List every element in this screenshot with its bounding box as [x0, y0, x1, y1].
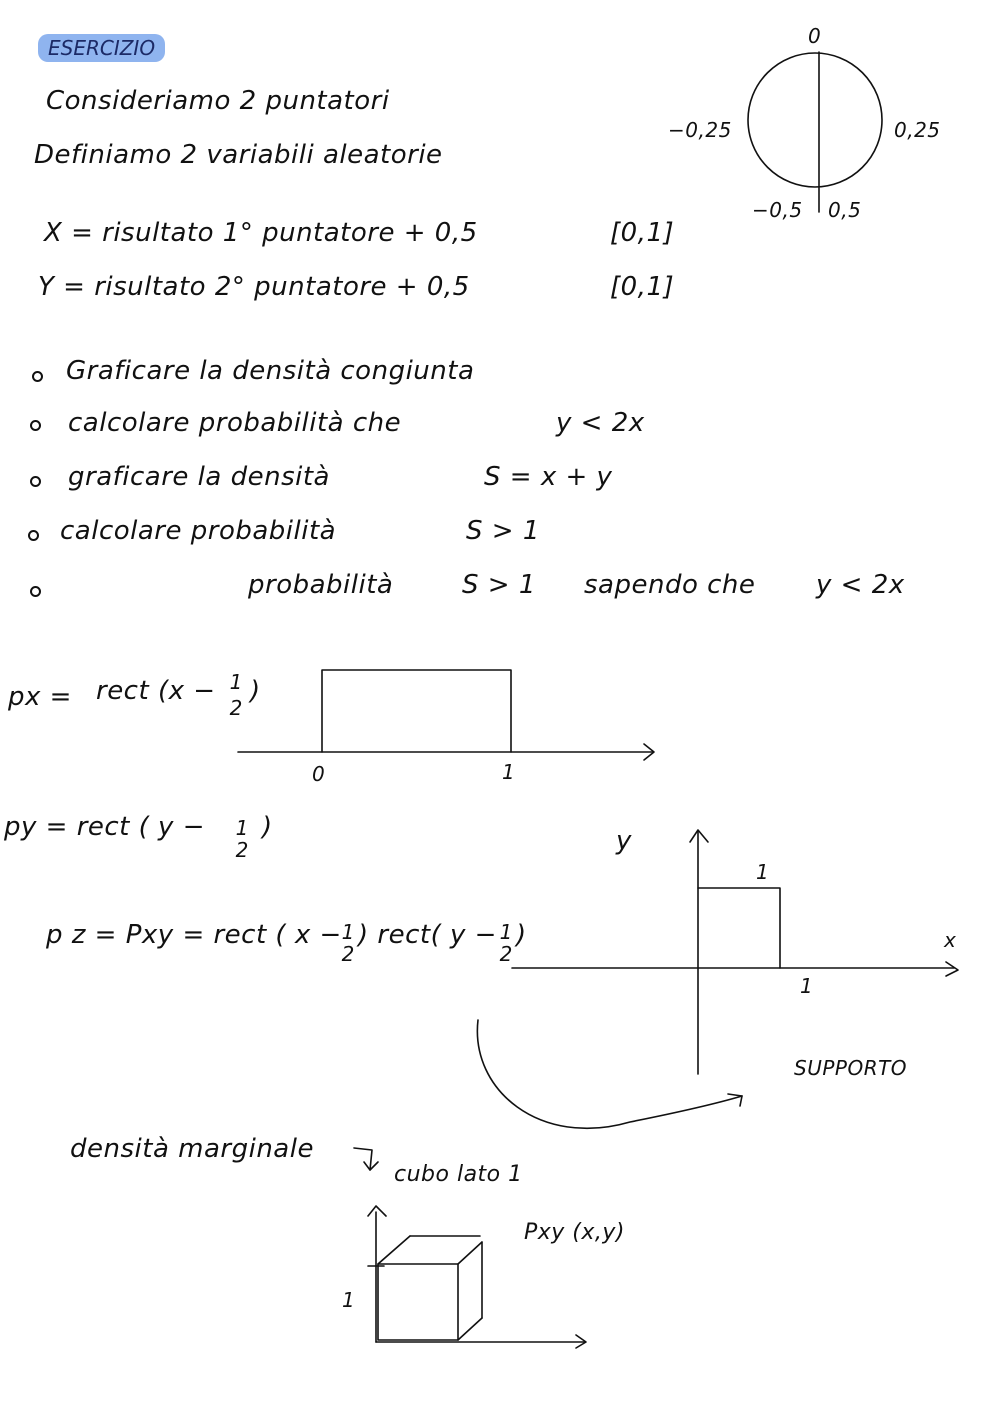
x-definition: X = risultato 1° puntatore + 0,5 — [44, 218, 478, 248]
dial-circle — [748, 53, 882, 187]
pz-frac-2-num: 1 — [499, 920, 513, 944]
intro-line-1: Consideriamo 2 puntatori — [46, 86, 390, 116]
pz-equation-part-2: ) rect( y − — [358, 920, 497, 950]
pz-frac-2-den: 2 — [499, 942, 513, 966]
pz-equation-part-1: p z = Pxy = rect ( x − — [46, 920, 342, 950]
px-rect: rect (x − — [96, 676, 216, 706]
task-5-math-b: sapendo che — [584, 570, 756, 600]
support-x-arrow — [946, 962, 958, 976]
px-close: ) — [250, 676, 261, 706]
task-5: probabilità — [248, 570, 394, 600]
cube-edge-5 — [458, 1318, 482, 1340]
curved-arrow — [477, 1020, 742, 1128]
py-close: ) — [262, 812, 273, 842]
support-top-label: 1 — [756, 860, 770, 884]
support-square — [698, 888, 780, 968]
support-y-label: y — [616, 826, 632, 856]
circle-label-right: 0,25 — [894, 118, 941, 142]
y-definition: Y = risultato 2° puntatore + 0,5 — [38, 272, 470, 302]
cube-edge-1 — [378, 1236, 410, 1264]
px-frac-den: 2 — [229, 696, 243, 720]
px-frac-num: 1 — [229, 670, 243, 694]
pz-frac-1-num: 1 — [341, 920, 355, 944]
y-range: [0,1] — [610, 272, 675, 302]
cube-label: cubo lato 1 — [394, 1162, 523, 1187]
task-2-math: y < 2x — [556, 408, 645, 438]
py-frac-num: 1 — [235, 816, 249, 840]
task-3: graficare la densità — [68, 462, 330, 492]
cube-edge-3 — [458, 1242, 482, 1264]
task-4: calcolare probabilità — [60, 516, 337, 546]
support-y-arrow — [690, 830, 708, 842]
px-lhs: px = — [8, 682, 72, 712]
cube-y-arrow — [368, 1206, 386, 1216]
exercise-title: ESERCIZIO — [38, 34, 165, 62]
py-frac-den: 2 — [235, 838, 249, 862]
pxy-label: Pxy (x,y) — [524, 1220, 625, 1245]
circle-label-bottom-right: 0,5 — [828, 198, 862, 222]
py-equation: py = rect ( y − — [4, 812, 205, 842]
task-5-math-a: S > 1 — [462, 570, 536, 600]
circle-label-left: −0,25 — [668, 118, 732, 142]
support-x-label: x — [944, 928, 957, 952]
circle-label-bottom-left: −0,5 — [752, 198, 803, 222]
cube-height-label: 1 — [342, 1288, 356, 1312]
intro-line-2: Definiamo 2 variabili aleatorie — [34, 140, 443, 170]
cube-front-face — [378, 1264, 458, 1340]
task-2: calcolare probabilità che — [68, 408, 402, 438]
support-caption: SUPPORTO — [794, 1056, 908, 1080]
support-right-label: 1 — [800, 974, 814, 998]
task-5-math-c: y < 2x — [816, 570, 905, 600]
task-1: Graficare la densità congiunta — [66, 356, 475, 386]
down-arrow — [354, 1148, 372, 1170]
marginal-density-label: densità marginale — [70, 1134, 314, 1164]
px-tick-0: 0 — [312, 762, 326, 786]
pz-frac-1-den: 2 — [341, 942, 355, 966]
px-tick-1: 1 — [502, 760, 516, 784]
task-4-math: S > 1 — [466, 516, 540, 546]
task-3-math: S = x + y — [484, 462, 613, 492]
x-range: [0,1] — [610, 218, 675, 248]
pz-close: ) — [516, 920, 527, 950]
circle-label-top: 0 — [808, 24, 822, 48]
px-rect-shape — [322, 670, 511, 752]
